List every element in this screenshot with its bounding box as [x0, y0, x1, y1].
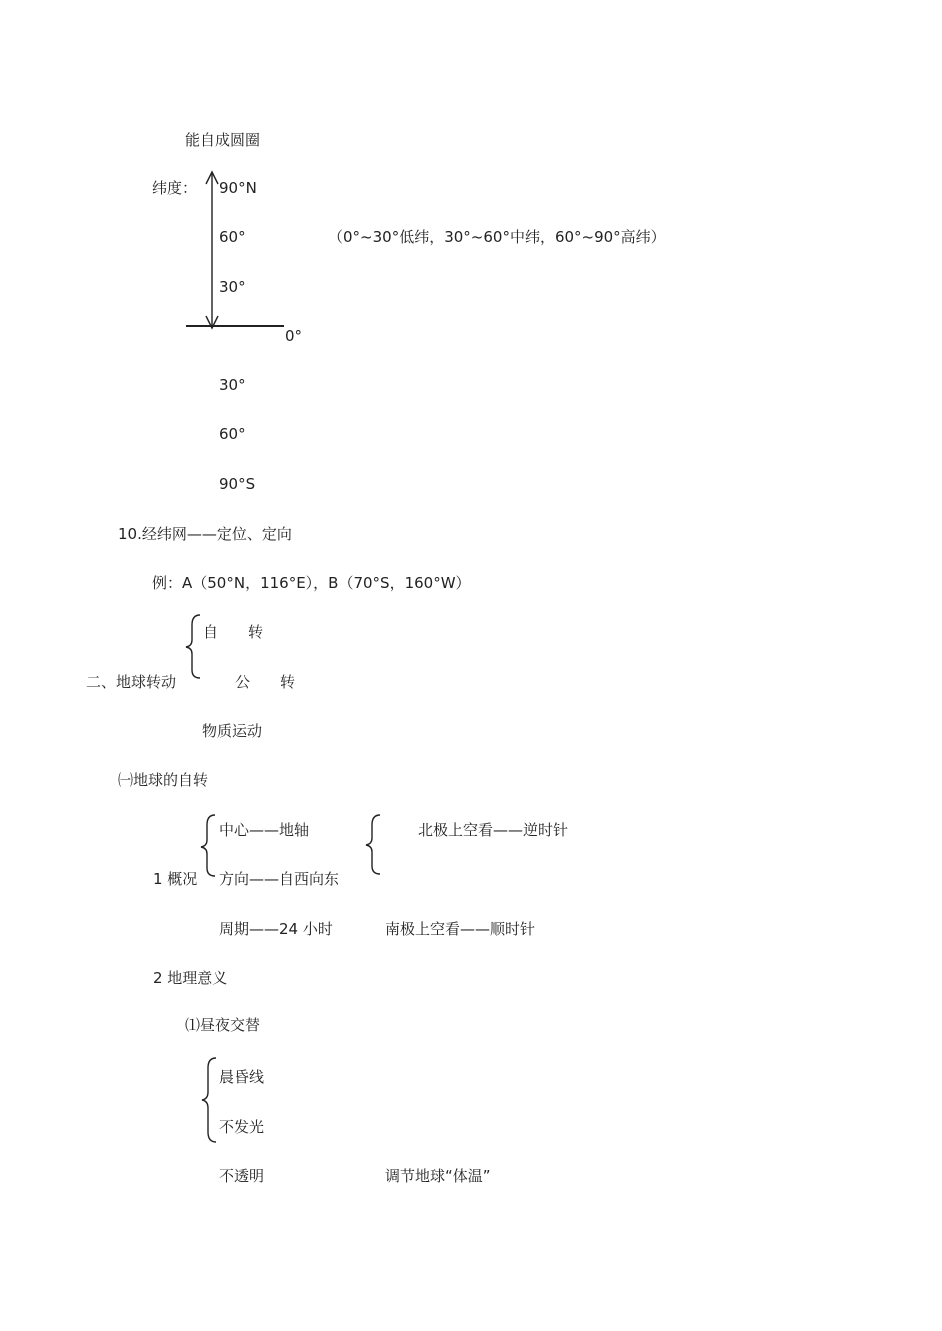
rotation-heading: ㈠地球的自转 [118, 771, 209, 789]
rotation-direction: 方向——自西向东 [219, 870, 340, 888]
section10-example: 例：A（50°N，116°E），B（70°S，160°W） [152, 574, 471, 592]
latitude-30n: 30° [219, 278, 246, 296]
section10-heading: 10.经纬网——定位、定向 [118, 525, 292, 543]
rotation-overview: 1 概况 [153, 870, 198, 888]
brace-overview [201, 815, 215, 876]
latitude-equator: 0° [285, 327, 303, 345]
rotation-meaning: 2 地理意义 [153, 969, 228, 987]
rotation-north-view: 北极上空看——逆时针 [418, 821, 569, 839]
section2-heading: 二、地球转动 [86, 673, 177, 691]
matter-motion: 物质运动 [202, 722, 263, 740]
rotation-period: 周期——24 小时 [219, 920, 333, 938]
day-night-alternation: ⑴昼夜交替 [185, 1016, 261, 1034]
latitude-60s: 60° [219, 425, 246, 443]
brace-day-night [202, 1058, 216, 1142]
latitude-zones-note: （0°~30°低纬，30°~60°中纬，60°~90°高纬） [328, 228, 666, 246]
rotation-center: 中心——地轴 [219, 821, 310, 839]
brace-view [366, 815, 380, 874]
latitude-label: 纬度： [152, 179, 198, 197]
no-light: 不发光 [219, 1118, 265, 1136]
regulate-temperature: 调节地球“体温” [385, 1167, 491, 1185]
rotation-south-view: 南极上空看——顺时针 [385, 920, 536, 938]
opaque: 不透明 [219, 1167, 265, 1185]
terminator-line: 晨昏线 [219, 1068, 265, 1086]
revolution-label: 公 转 [235, 673, 296, 691]
latitude-30s: 30° [219, 376, 246, 394]
latitude-90n: 90°N [219, 179, 257, 197]
latitude-90s: 90°S [219, 475, 256, 493]
rotation-label: 自 转 [203, 623, 264, 641]
latitude-caption: 能自成圆圈 [185, 131, 261, 149]
brace-rotation-revolution [186, 615, 200, 678]
latitude-60n: 60° [219, 228, 246, 246]
